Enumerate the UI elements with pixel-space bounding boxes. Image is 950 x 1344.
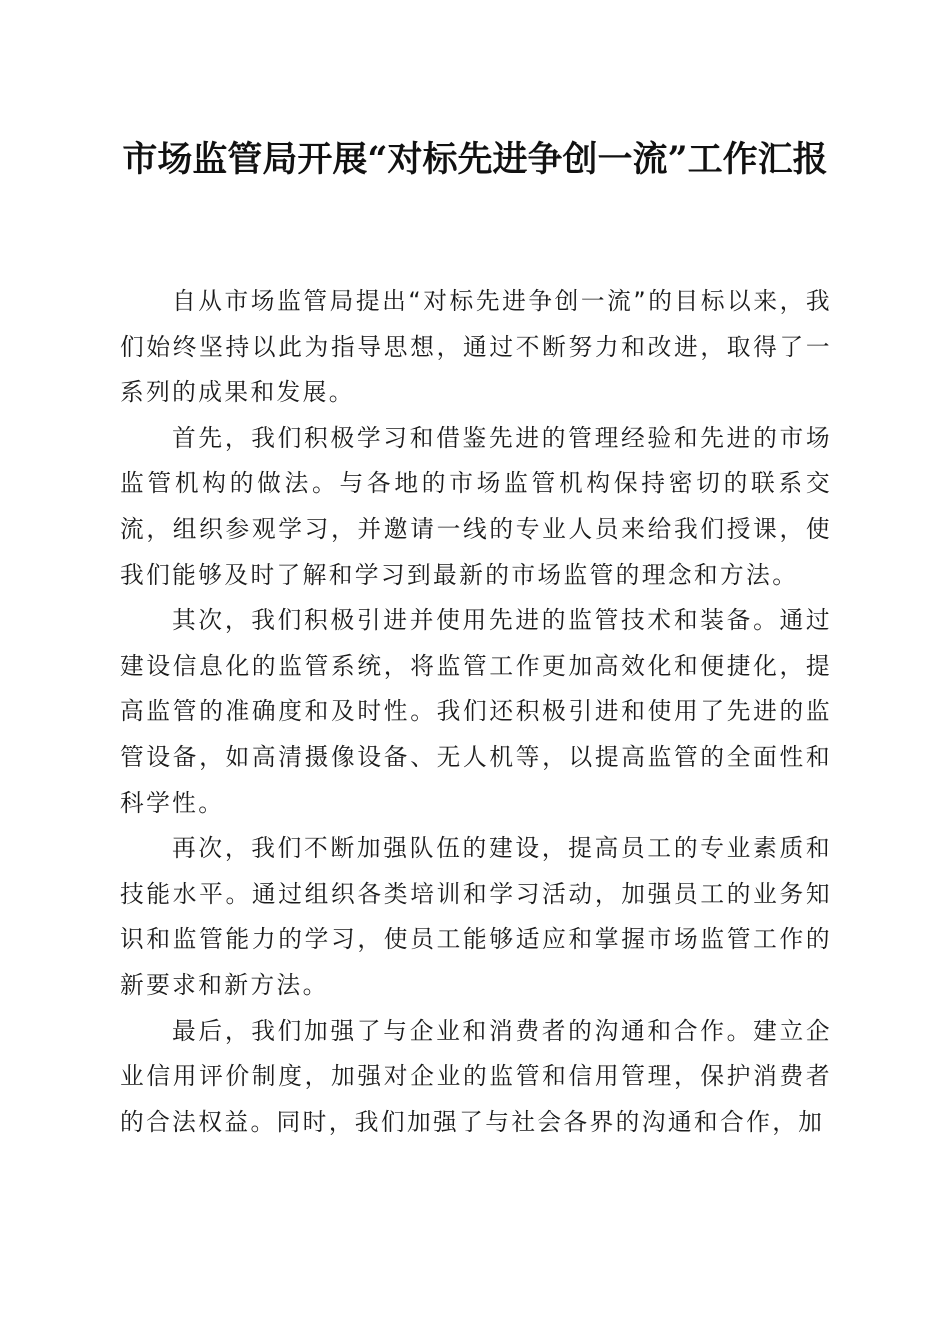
paragraph-second: 其次，我们积极引进并使用先进的监管技术和装备。通过建设信息化的监管系统，将监管工作更加高效化和便捷化，提高监管的准确度和及时性。我们还积极引进和使用了先进的监管设备，如高清摄像设备、无人机等，以提高监管的全面性和科学性。 bbox=[120, 606, 832, 817]
paragraph-first: 首先，我们积极学习和借鉴先进的管理经验和先进的市场监管机构的做法。与各地的市场监管机构保持密切的联系交流，组织参观学习，并邀请一线的专业人员来给我们授课，使我们能够及时了解和学习到最新的市场监管的理念和方法。 bbox=[120, 423, 832, 589]
paragraph-intro: 自从市场监管局提出“对标先进争创一流”的目标以来，我们始终坚持以此为指导思想，通过不断努力和改进，取得了一系列的成果和发展。 bbox=[120, 287, 832, 407]
document-title: 市场监管局开展“对标先进争创一流”工作汇报 bbox=[122, 139, 828, 180]
document-body bbox=[120, 279, 832, 1145]
paragraph-third: 再次，我们不断加强队伍的建设，提高员工的专业素质和技能水平。通过组织各类培训和学习活动，加强员工的业务知识和监管能力的学习，使员工能够适应和掌握市场监管工作的新要求和新方法。 bbox=[120, 834, 832, 999]
paragraph-last: 最后，我们加强了与企业和消费者的沟通和合作。建立企业信用评价制度，加强对企业的监管和信用管理，保护消费者的合法权益。同时，我们加强了与社会各界的沟通和合作，加 bbox=[120, 1016, 832, 1136]
